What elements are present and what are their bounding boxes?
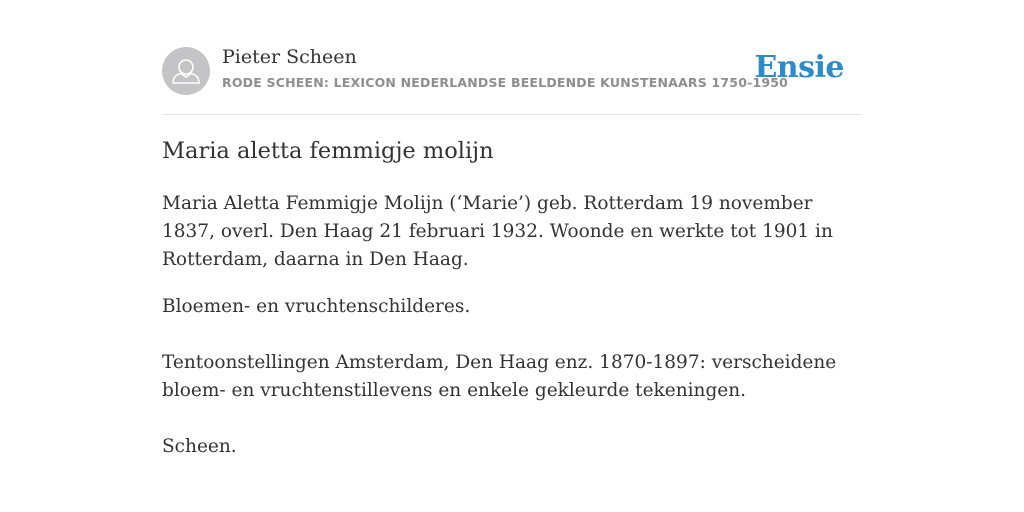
article-paragraph-specialty: Bloemen- en vruchtenschilderes. <box>162 296 471 317</box>
ensie-logo[interactable]: Ensie <box>754 50 844 85</box>
article-title: Maria aletta femmigje molijn <box>162 138 494 164</box>
source-title: RODE SCHEEN: LEXICON NEDERLANDSE BEELDENDE KUNSTENAARS 1750-1950 <box>222 75 789 90</box>
article-paragraph-biography: Maria Aletta Femmigje Molijn (‘Marie’) geb. Rotterdam 19 november 1837, overl. Den Haag 21 februari 1932. Woonde en werkte tot 1901 in Rotterdam, daarna in Den Haag. <box>162 193 833 270</box>
author-header <box>162 46 862 115</box>
author-name[interactable]: Pieter Scheen <box>222 46 357 68</box>
article-paragraph-source: Scheen. <box>162 436 237 457</box>
user-icon <box>162 47 210 95</box>
avatar[interactable] <box>162 47 210 95</box>
article-paragraph-exhibitions: Tentoonstellingen Amsterdam, Den Haag enz. 1870-1897: verscheidene bloem- en vruchtenstillevens en enkele gekleurde tekeningen. <box>162 352 837 401</box>
